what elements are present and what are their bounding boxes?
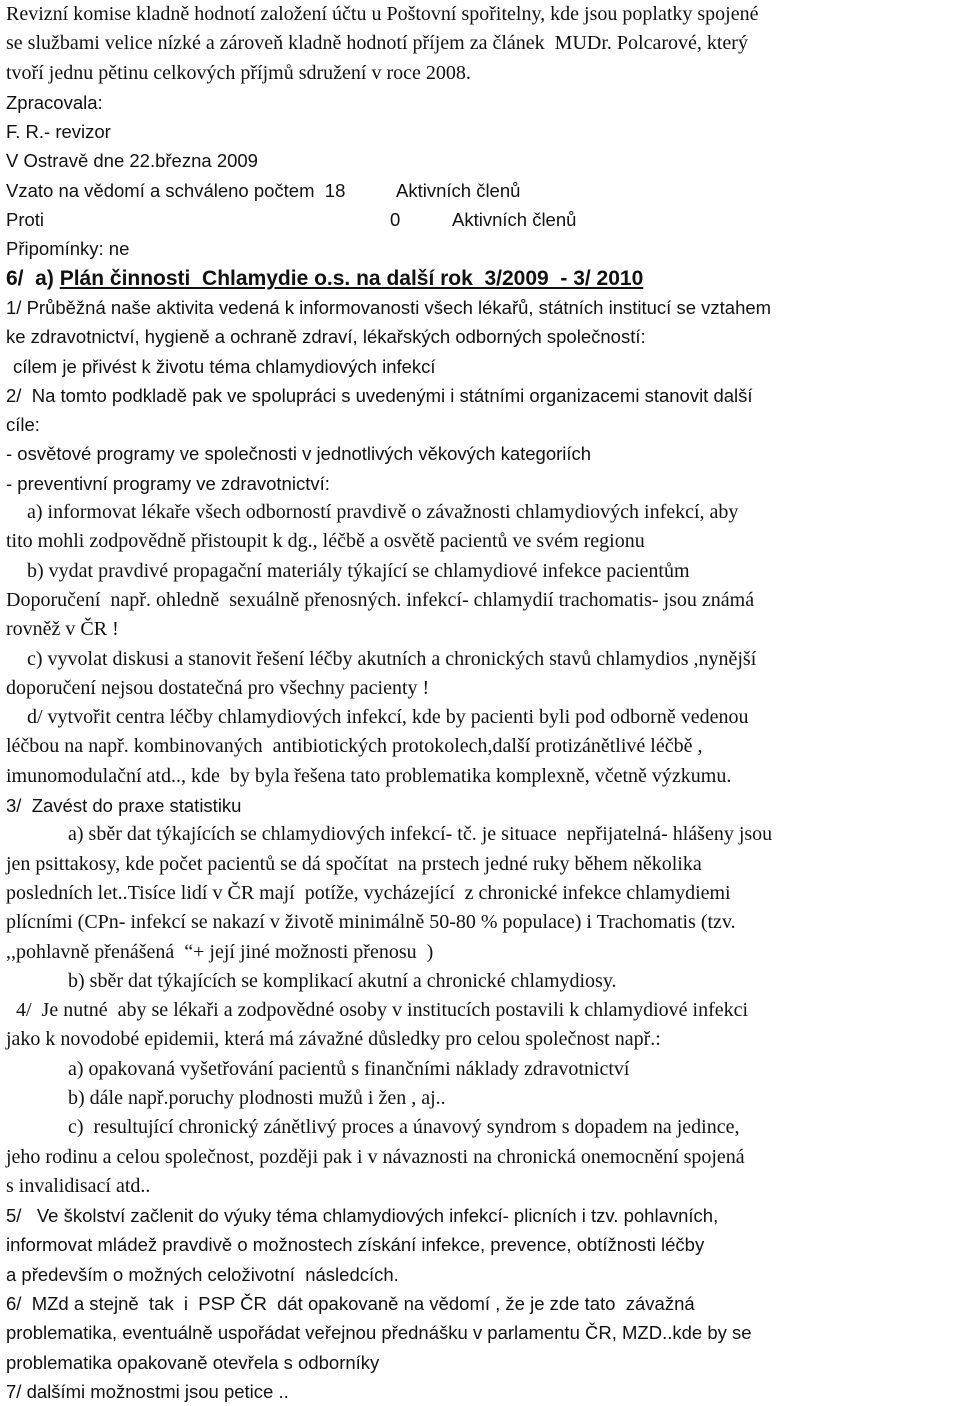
- body-line: 4/ Je nutné aby se lékaři a zodpovědné osoby v institucích postavili k chlamydiové infekci: [16, 999, 749, 1022]
- body-line: jen psittakosy, kde počet pacientů se dá spočítat na prstech jedné ruky během několika: [6, 852, 702, 875]
- body-line: d/ vytvořit centra léčby chlamydiových infekcí, kde by pacienti byli pod odborně vedenou: [27, 706, 749, 729]
- intro-line: Revizní komise kladně hodnotí založení účtu u Poštovní spořitelny, kde jsou poplatky spojené: [6, 3, 759, 25]
- body-line: posledních let..Tisíce lidí v ČR mají potíže, vycházející z chronické infekce chlamydiemi: [6, 881, 731, 904]
- body-line: problematika opakovaně otevřela s odborníky: [6, 1351, 380, 1373]
- body-line: 1/ Průběžná naše aktivita vedená k informovanosti všech lékařů, státních institucí se vztahem: [6, 296, 772, 318]
- body-line: doporučení nejsou dostatečná pro všechny pacienty !: [6, 676, 430, 699]
- place-date: V Ostravě dne 22.března 2009: [6, 150, 258, 172]
- heading-title: Plán činnosti Chlamydie o.s. na další rok 3/2009 - 3/ 2010: [59, 266, 644, 290]
- body-line: informovat mládež pravdivě o možnostech získání infekce, prevence, obtížnosti léčby: [6, 1234, 705, 1256]
- body-line: a především o možných celoživotní následcích.: [6, 1263, 399, 1285]
- intro-line: tvoří jednu pětinu celkových příjmů sdružení v roce 2008.: [6, 61, 471, 84]
- section-heading: [0, 264, 960, 293]
- body-line: 5/ Ve školství začlenit do výuky téma chlamydiových infekcí- plicních i tzv. pohlavních,: [6, 1205, 719, 1227]
- author-name: F. R.- revizor: [6, 121, 111, 143]
- body-line: - preventivní programy ve zdravotnictví:: [6, 472, 330, 494]
- body-line: - osvětové programy ve společnosti v jednotlivých věkových kategoriích: [6, 443, 592, 465]
- body-line: Doporučení např. ohledně sexuálně přenosných. infekcí- chlamydií trachomatis- jsou známá: [6, 588, 755, 611]
- body-line: 6/ MZd a stejně tak i PSP ČR dát opakovaně na vědomí , že je zde tato závažná: [6, 1293, 695, 1315]
- body-line: a) informovat lékaře všech odborností pravdivě o závažnosti chlamydiových infekcí, aby: [27, 501, 739, 524]
- remarks: Připomínky: ne: [6, 238, 130, 260]
- body-line: cíle:: [6, 414, 40, 436]
- heading-prefix: 6/ a): [6, 266, 60, 290]
- body-line: 3/ Zavést do praxe statistiku: [6, 795, 242, 817]
- body-line: imunomodulační atd.., kde by byla řešena tato problematika komplexně, včetně výzkumu.: [6, 764, 732, 787]
- body-line: ke zdravotnictví, hygieně a ochraně zdraví, lékařských odborných společností:: [6, 326, 646, 348]
- author-label: Zpracovala:: [6, 91, 103, 113]
- body-line: jeho rodinu a celou společnost, později pak i v návaznosti na chronická onemocnění spojená: [6, 1145, 745, 1168]
- body-line: tito mohli zodpovědně přistoupit k dg., léčbě a osvětě pacientů ve svém regionu: [6, 530, 645, 553]
- vote-against-row: [0, 205, 960, 234]
- body-line: 7/ dalšími možnostmi jsou petice ..: [6, 1380, 289, 1402]
- body-line: rovněž v ČR !: [6, 618, 119, 641]
- vote-against-count: 0: [390, 209, 401, 231]
- body-line: 2/ Na tomto podkladě pak ve spolupráci s uvedenými i státními organizacemi stanovit další: [6, 384, 753, 406]
- body-line: c) resultující chronický zánětlivý proces a únavový syndrom s dopadem na jedince,: [68, 1116, 740, 1139]
- vote-approved-label: Vzato na vědomí a schváleno počtem 18: [6, 179, 346, 201]
- body-line: b) sběr dat týkajících se komplikací akutní a chronické chlamydiosy.: [68, 969, 617, 992]
- body-line: ,,pohlavně přenášená “+ její jiné možnosti přenosu ): [6, 940, 434, 963]
- body-line: jako k novodobé epidemii, která má závažné důsledky pro celou společnost např.:: [6, 1028, 661, 1051]
- body-line: léčbou na např. kombinovaných antibiotických protokolech,další protizánětlivé léčbě ,: [6, 735, 703, 758]
- body-line: problematika, eventuálně uspořádat veřejnou přednášku v parlamentu ČR, MZD..kde by se: [6, 1322, 752, 1344]
- vote-approved-members: Aktivních členů: [396, 179, 521, 201]
- vote-against-members: Aktivních členů: [452, 209, 577, 231]
- body-line: plícními (CPn- infekcí se nakazí v životě minimálně 50-80 % populace) i Trachomatis (tzv.: [6, 911, 736, 934]
- body-line: b) dále např.poruchy plodnosti mužů i žen , aj..: [68, 1086, 446, 1109]
- body-line: c) vyvolat diskusi a stanovit řešení léčby akutních a chronických stavů chlamydios ,nynější: [27, 647, 757, 670]
- vote-against-label: Proti: [6, 209, 45, 231]
- body-line: a) opakovaná vyšetřování pacientů s finančními náklady zdravotnictví: [68, 1057, 630, 1080]
- body-line: s invalidisací atd..: [6, 1174, 151, 1197]
- body-line: cílem je přivést k životu téma chlamydiových infekcí: [13, 355, 436, 377]
- vote-approved-row: [0, 176, 960, 205]
- body-line: b) vydat pravdivé propagační materiály týkající se chlamydiové infekce pacientům: [27, 559, 690, 582]
- body-line: a) sběr dat týkajících se chlamydiových infekcí- tč. je situace nepřijatelná- hlášeny jsou: [68, 823, 773, 846]
- intro-line: se službami velice nízké a zároveň kladně hodnotí příjem za článek MUDr. Polcarové, který: [6, 32, 748, 55]
